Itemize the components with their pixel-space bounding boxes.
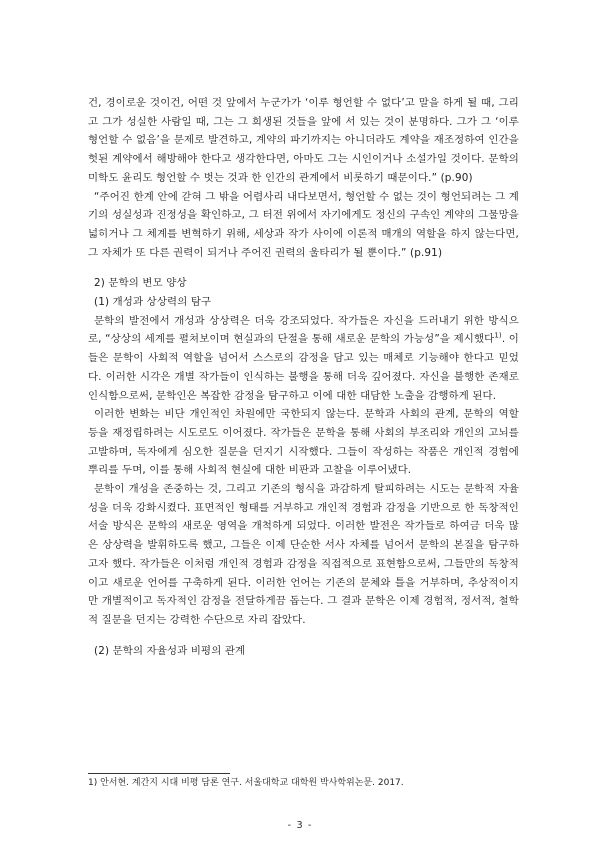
section-spacer (88, 262, 519, 274)
section-spacer (88, 630, 519, 642)
paragraph: 문학이 개성을 존중하는 것, 그리고 기존의 형식을 과감하게 탈피하려는 시도는 문학적 자율성을 더욱 강화시켰다. 표면적인 형태를 거부하고 개인적 경험과 감정을 기반으로 한 독창적인 서술 방식은 문학의 새로운 영역을 개척하게 되었다. 이러한 발전은 작가들로 하여금 더욱 많은 상상력을 발휘하도록 했고, 그들은 이제 단순한 서사 자체를 넘어서 문학의 본질을 탐구하고자 했다. 작가들은 이처럼 개인적 경험과 감정을 직접적으로 표현함으로써, 그들만의 독창적이고 새로운 언어를 구축하게 된다. 이러한 언어는 기존의 문체와 틀을 거부하며, 추상적이지만 개별적이고 독자적인 감정을 전달하게끔 돕는다. 그 결과 문학은 이제 경험적, 정서적, 철학적 질문을 던지는 강력한 수단으로 자리 잡았다. (88, 483, 519, 626)
footnote-reference[interactable]: 1) (494, 331, 502, 340)
page-number: - 3 - (287, 820, 313, 831)
footnote: 1) 안서현. 계간지 시대 비평 담론 연구. 서울대학교 대학원 박사학위논문. 2017. (88, 778, 404, 788)
paragraph-text: . 이들은 문학이 사회적 역할을 넘어서 스스로의 감정을 담고 있는 매체로 기능해야 한다고 믿었다. 이러한 시각은 개별 작가들이 인식하는 불행을 통해 더욱 깊어졌다. 자신을 불행한 존재로 인식함으로써, 문학인은 복잡한 감정을 탐구하고 이에 대한 대담한 노출을 감행하게 된다. (88, 333, 519, 402)
document-body (88, 94, 519, 660)
footnote-divider (88, 773, 230, 774)
block-quote: “주어진 한계 안에 갇혀 그 밖을 어렴사리 내다보면서, 형언할 수 없는 것이 형언되려는 그 계기의 성실성과 진정성을 확인하고, 그 터전 위에서 자기에게도 정신의 구속인 계약의 그물망을 넓히거나 그 체계를 변혁하기 위해, 세상과 작가 사이에 이론적 매개의 역할을 하지 않는다면, 그 자체가 또 다른 권력이 되거나 주어진 권력의 울타리가 될 뿐이다.” (p.91) (88, 190, 519, 259)
paragraph (88, 312, 519, 406)
paragraph: 이러한 변화는 비단 개인적인 차원에만 국한되지 않는다. 문학과 사회의 관계, 문학의 역할 등을 재정립하려는 시도로도 이어졌다. 작가들은 문학을 통해 사회의 부조리와 개인의 고뇌를 고발하며, 독자에게 심오한 질문을 던지기 시작했다. 그들이 작성하는 작품은 개인적 경험에 뿌리를 두며, 이를 통해 사회적 현실에 대한 비판과 고찰을 이루어냈다. (88, 408, 519, 477)
paragraph-text: 문학의 발전에서 개성과 상상력은 더욱 강조되었다. 작가들은 자신을 드러내기 위한 방식으로, “상상의 세계를 펼쳐보이며 현실과의 단절을 통해 새로운 문학의 가능성”을 제시했다 (88, 314, 519, 346)
subsection-heading: (1) 개성과 상상력의 탐구 (94, 296, 212, 309)
section-heading: 2) 문학의 변모 양상 (94, 277, 187, 290)
quote-continuation: 건, 경이로운 것이건, 어떤 것 앞에서 누군가가 ‘이루 형언할 수 없다’고 말을 하게 될 때, 그리고 그가 성실한 사람일 때, 그는 그 희생된 것들을 앞에 서 있는 것이 분명하다. 그가 그 ‘이루 형언할 수 없음’을 문제로 발견하고, 계약의 파기까지는 아니더라도 계약을 재조정하여 인간을 헛된 계약에서 해방해야 한다고 생각한다면, 아마도 그는 시인이거나 소설가일 것이다. 문학의 미학도 윤리도 형언할 수 벗는 것과 한 인간의 관계에서 비롯하기 때문이다.” (p.90) (88, 97, 519, 184)
subsection-heading: (2) 문학의 자율성과 비평의 관계 (94, 644, 246, 657)
